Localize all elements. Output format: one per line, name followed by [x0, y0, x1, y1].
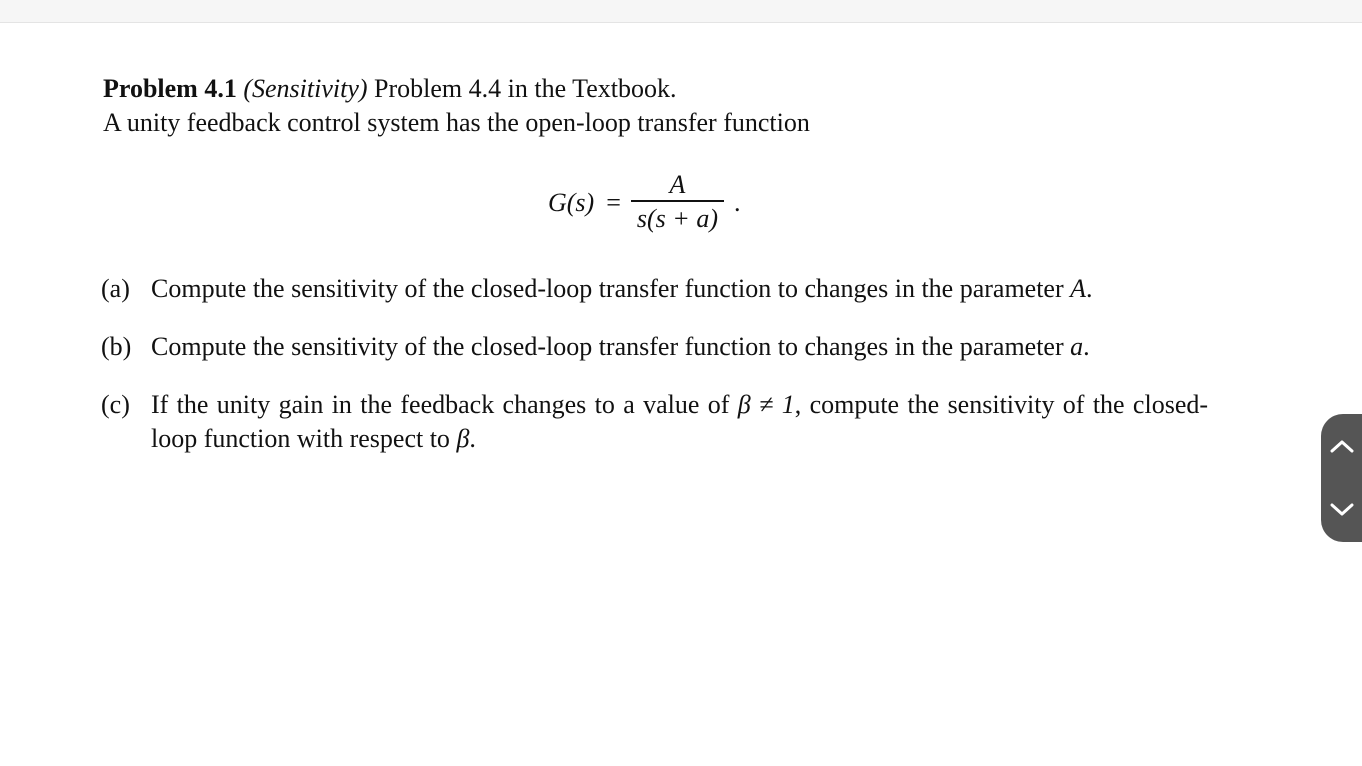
- item-text: Compute the sensitivity of the closed-loop transfer function to changes in the parameter: [151, 332, 1064, 361]
- problem-intro: A unity feedback control system has the open-loop transfer function: [103, 108, 810, 137]
- item-end: .: [1083, 332, 1090, 361]
- item-condition: β ≠ 1: [737, 390, 795, 419]
- equation-equals: =: [606, 188, 621, 217]
- item-end: .: [469, 424, 476, 453]
- equation-fraction: [631, 170, 724, 236]
- top-toolbar: [0, 0, 1362, 23]
- item-label: (c): [101, 390, 130, 419]
- equation-lhs: G(s): [548, 188, 595, 217]
- equation-numerator: A: [669, 170, 686, 200]
- problem-number: Problem 4.1: [103, 74, 237, 103]
- item-symbol: β: [456, 424, 470, 453]
- item-end: .: [1086, 274, 1093, 303]
- list-item: [103, 330, 1208, 364]
- item-symbol: a: [1070, 332, 1084, 361]
- list-item: [103, 272, 1208, 306]
- chevron-up-icon: [1329, 438, 1355, 454]
- item-label: (b): [101, 332, 132, 361]
- equation-denominator: s(s + a): [636, 203, 718, 233]
- item-text-before: If the unity gain in the feedback changes to a value of: [151, 390, 730, 419]
- problem-parts: [103, 272, 1208, 480]
- transfer-function-equation: [548, 164, 741, 242]
- document-content: [101, 72, 1209, 453]
- page-scroll-control: [1321, 414, 1362, 542]
- item-label: (a): [101, 274, 130, 303]
- item-text: Compute the sensitivity of the closed-loop transfer function to changes in the parameter: [151, 274, 1064, 303]
- item-text-after: , compute the sensitivity of the closed-loop function with respect to: [151, 390, 1209, 453]
- problem-heading: [103, 72, 1208, 106]
- scroll-down-button[interactable]: [1321, 478, 1362, 542]
- chevron-down-icon: [1329, 502, 1355, 518]
- problem-reference: Problem 4.4 in the Textbook.: [374, 74, 677, 103]
- scroll-up-button[interactable]: [1321, 414, 1362, 478]
- problem-topic: (Sensitivity): [243, 74, 368, 103]
- item-symbol: A: [1070, 274, 1087, 303]
- equation-terminator: .: [734, 188, 741, 217]
- list-item: [103, 388, 1208, 456]
